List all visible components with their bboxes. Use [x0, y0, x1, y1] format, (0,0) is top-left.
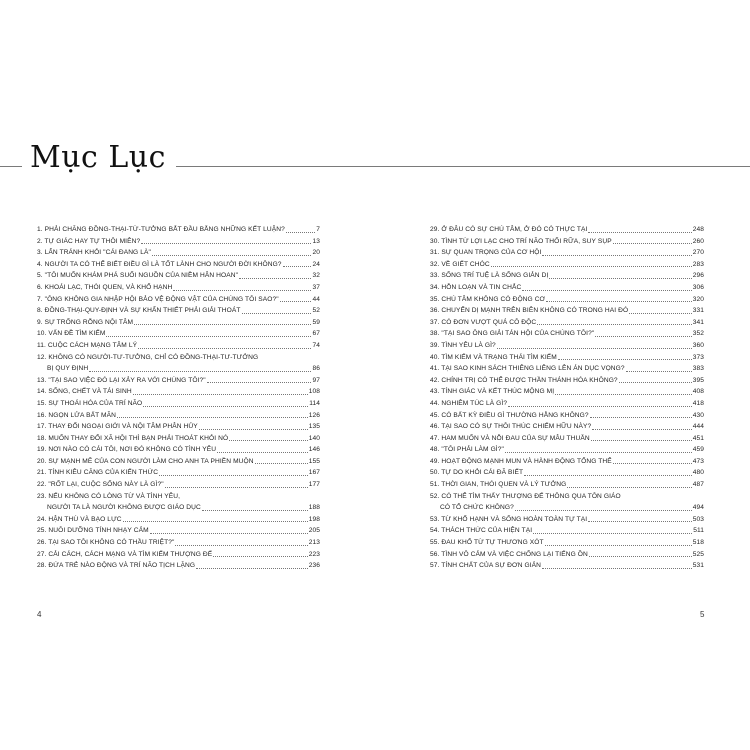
dot-leader	[117, 417, 308, 418]
toc-entry[interactable]	[37, 352, 320, 364]
toc-entry-title: 40. TÌM KIẾM VÀ TRẠNG THÁI TÌM KIẾM	[430, 353, 557, 361]
dot-leader	[542, 255, 691, 256]
dot-leader	[555, 394, 691, 395]
toc-entry-title: 20. SỰ MẠNH MẼ CỦA CON NGƯỜI LÀM CHO ANH TA PHIỀN MUỘN	[37, 457, 254, 465]
dot-leader	[134, 324, 311, 325]
toc-entry-title: 46. TẠI SAO CÓ SỰ THÔI THÚC CHIẾM HỮU NÀY?	[430, 423, 592, 431]
toc-entry-title: 26. TẠI SAO TÔI KHÔNG CÓ THẦU TRIỆT?"	[37, 539, 175, 547]
dot-leader	[89, 371, 311, 372]
toc-entry[interactable]	[37, 282, 320, 294]
toc-entry-title: 25. NUÔI DƯỠNG TÍNH NHẠY CẢM	[37, 527, 149, 535]
toc-entry-title: 38. "TẠI SAO ÔNG GIẢI TÁN HỘI CỦA CHÚNG TÔI?"	[430, 330, 595, 338]
dot-leader	[242, 313, 312, 314]
dot-leader	[497, 348, 692, 349]
toc-entry[interactable]	[430, 236, 704, 248]
toc-entry-page: 444	[692, 423, 704, 431]
dot-leader	[533, 533, 692, 534]
toc-entry-title: 51. THỜI GIAN, THÓI QUEN VÀ LÝ TƯỞNG	[430, 481, 567, 489]
toc-entry-page: 108	[308, 388, 320, 396]
dot-leader	[106, 336, 311, 337]
toc-entry-title: 3. LẨN TRÁNH KHỎI "CÁI ĐANG LÀ"	[37, 249, 151, 257]
toc-entry-page: 430	[692, 411, 704, 419]
dot-leader	[207, 382, 312, 383]
toc-entry[interactable]	[37, 467, 320, 479]
dot-leader	[123, 521, 308, 522]
toc-entry[interactable]	[430, 282, 704, 294]
dot-leader	[150, 533, 308, 534]
toc-entry[interactable]	[37, 317, 320, 329]
toc-entry[interactable]	[430, 386, 704, 398]
toc-entry-page: 451	[692, 434, 704, 442]
dot-leader	[199, 429, 308, 430]
toc-entry[interactable]	[37, 537, 320, 549]
toc-entry-page: 511	[693, 527, 704, 535]
toc-entry[interactable]	[37, 328, 320, 340]
page-number-left: 4	[37, 610, 42, 619]
dot-leader	[588, 521, 692, 522]
toc-entry-page: 20	[312, 249, 320, 257]
toc-entry[interactable]	[430, 433, 704, 445]
dot-leader	[229, 440, 307, 441]
dot-leader	[542, 568, 692, 569]
toc-entry[interactable]	[430, 467, 704, 479]
toc-entry-title: 21. TÍNH KIÊU CĂNG CỦA KIẾN THỨC	[37, 469, 159, 477]
toc-entry[interactable]	[37, 340, 320, 352]
toc-entry-page: 213	[308, 539, 320, 547]
toc-entry[interactable]	[430, 294, 704, 306]
toc-entry-title: CÓ TỔ CHỨC KHÔNG?	[440, 504, 514, 512]
toc-entry-title: 44. NGHIÊM TÚC LÀ GÌ?	[430, 399, 508, 407]
dot-leader	[515, 510, 692, 511]
toc-entry[interactable]	[37, 525, 320, 537]
page-title: Mục Lục	[22, 138, 176, 178]
toc-entry-title: 43. TÍNH GIÁC VÀ KẾT THÚC MỘNG MỊ	[430, 388, 555, 396]
toc-entry-page: 74	[312, 341, 320, 349]
dot-leader	[152, 255, 312, 256]
toc-entry-title: 37. CÓ ĐƠN VƯỢT QUÁ CÔ ĐỘC	[430, 318, 537, 326]
toc-entry-page: 418	[692, 399, 704, 407]
toc-column-right	[430, 224, 704, 572]
toc-entry-title: 29. Ở ĐÂU CÓ SỰ CHÚ TÂM, Ở ĐÓ CÓ THỰC TẠI	[430, 226, 588, 233]
dot-leader	[588, 232, 691, 233]
toc-entry-page: 135	[308, 423, 320, 431]
toc-entry-page: 32	[312, 272, 320, 280]
toc-entry-title: 31. SỰ QUAN TRỌNG CỦA CƠ HỘI	[430, 249, 542, 257]
toc-entry[interactable]	[37, 398, 320, 410]
toc-entry-title: 4. NGƯỜI TA CÓ THỂ BIẾT ĐIỀU GÌ LÀ TỐT LÀNH CHO NGƯỜI ĐỜI KHÔNG?	[37, 260, 282, 268]
dot-leader	[141, 243, 311, 244]
toc-entry-title: 54. THÁCH THỨC CỦA HIỆN TẠI	[430, 527, 533, 535]
toc-entry-page: 408	[692, 388, 704, 396]
toc-entry[interactable]	[37, 386, 320, 398]
toc-entry-title: BỊ QUY ĐỊNH	[47, 365, 89, 373]
dot-leader	[133, 394, 308, 395]
toc-entry[interactable]	[430, 537, 704, 549]
toc-entry-page: 7	[316, 226, 320, 233]
toc-entry-page: 37	[312, 283, 320, 291]
toc-entry-page: 155	[308, 457, 320, 465]
dot-leader	[283, 266, 312, 267]
toc-entry-page: 140	[308, 434, 320, 442]
toc-entry-page: 383	[692, 365, 704, 373]
toc-entry-page: 188	[308, 504, 320, 512]
toc-entry-page: 236	[308, 562, 320, 570]
toc-entry-title: 7. "ÔNG KHÔNG GIA NHẬP HỘI BẢO VỆ ĐỘNG VẬT CỦA CHÚNG TÔI SAO?"	[37, 295, 279, 303]
toc-entry-page: 97	[312, 376, 320, 384]
toc-entry[interactable]	[430, 328, 704, 340]
toc-entry[interactable]	[430, 259, 704, 271]
toc-entry[interactable]	[430, 352, 704, 364]
toc-entry-title: 39. TÌNH YÊU LÀ GÌ?	[430, 341, 496, 349]
toc-entry-page: 494	[692, 504, 704, 512]
toc-entry-title: 8. ĐỒNG-THẠI-QUY-ĐỊNH VÀ SỰ KHẨN THIẾT PHẢI GIẢI THOÁT	[37, 307, 241, 315]
dot-leader	[549, 278, 691, 279]
dot-leader	[626, 371, 692, 372]
dot-leader	[138, 348, 311, 349]
toc-entry-page: 52	[312, 307, 320, 315]
toc-entry[interactable]	[430, 525, 704, 537]
toc-entry-page: 126	[308, 411, 320, 419]
dot-leader	[591, 440, 692, 441]
toc-entry-title: 19. NƠI NÀO CÓ CÁI TÔI, NƠI ĐÓ KHÔNG CÓ TÌNH YÊU	[37, 446, 217, 454]
dot-leader	[629, 313, 691, 314]
toc-entry-title: 24. HẬN THÙ VÀ BẠO LỰC	[37, 515, 122, 523]
toc-entry[interactable]	[430, 363, 704, 375]
toc-entry[interactable]	[37, 560, 320, 572]
dot-leader	[173, 290, 311, 291]
toc-entry-title: 32. VỀ GIẾT CHÓC	[430, 260, 490, 268]
toc-entry-page: 395	[692, 376, 704, 384]
toc-entry-title: 48. "TÔI PHẢI LÀM GÌ?"	[430, 446, 504, 454]
toc-entry[interactable]	[430, 444, 704, 456]
toc-entry-page: 248	[692, 226, 704, 233]
toc-entry-title: 12. KHÔNG CÓ NGƯỜI-TƯ-TƯỞNG, CHỈ CÓ ĐỒNG-THẠI-TƯ-TƯỞNG	[37, 353, 259, 361]
dot-leader	[567, 487, 691, 488]
toc-entry-page: 473	[692, 457, 704, 465]
toc-entry-page: 177	[308, 481, 320, 489]
dot-leader	[286, 232, 315, 233]
dot-leader	[491, 266, 692, 267]
toc-entry-page: 205	[308, 527, 320, 535]
toc-entry[interactable]	[430, 560, 704, 572]
dot-leader	[619, 382, 692, 383]
dot-leader	[159, 475, 308, 476]
toc-entry-page: 518	[692, 539, 704, 547]
dot-leader	[524, 475, 692, 476]
toc-entry-title: 28. ĐỨA TRẺ NÀO ĐỘNG VÀ TRÍ NÃO TỊCH LẶNG	[37, 562, 196, 570]
dot-leader	[590, 417, 692, 418]
toc-entry[interactable]	[430, 398, 704, 410]
toc-entry-title: 42. CHÍNH TRỊ CÓ THỂ ĐƯỢC THẦN THÁNH HÓA KHÔNG?	[430, 376, 618, 384]
toc-entry-page: 59	[312, 318, 320, 326]
toc-entry-title: 57. TÍNH CHẤT CỦA SỰ ĐƠN GIẢN	[430, 562, 542, 570]
toc-entry-title: 33. SỐNG TRÍ TUỆ LÀ SỐNG GIẢN DỊ	[430, 272, 549, 280]
toc-entry-page: 86	[312, 365, 320, 373]
toc-entry[interactable]	[37, 294, 320, 306]
toc-entry-page: 198	[308, 515, 320, 523]
toc-entry-title: 5. "TÔI MUỐN KHÁM PHÁ SUỐI NGUỒN CỦA NIỀM HÂN HOAN"	[37, 272, 239, 280]
toc-entry-title: 53. TỪ KHỔ HẠNH VÀ SỐNG HOÀN TOÀN TỰ TẠI	[430, 515, 588, 523]
dot-leader	[522, 290, 691, 291]
toc-entry-title: 17. THAY ĐỔI NGOẠI GIỚI VÀ NỘI TÂM PHÂN HỦY	[37, 423, 198, 431]
dot-leader	[196, 568, 308, 569]
toc-entry-title: 27. CẢI CÁCH, CÁCH MẠNG VÀ TÌM KIẾM THƯỢNG ĐẾ	[37, 550, 213, 558]
toc-entry-title: NGƯỜI TA LÀ NGƯỜI KHÔNG ĐƯỢC GIÁO DỤC	[47, 504, 201, 512]
toc-entry-title: 30. TÌNH TỪ LỢI LẠC CHO TRÍ NÃO THỐI RỮA, SUY SỤP	[430, 237, 612, 245]
toc-entry-page: 167	[308, 469, 320, 477]
toc-entry[interactable]	[430, 514, 704, 526]
toc-entry-title: 56. TÌNH VÔ CẢM VÀ VIỆC CHỐNG LẠI TIẾNG ỒN	[430, 550, 588, 558]
toc-entry-title: 11. CUỘC CÁCH MẠNG TÂM LÝ	[37, 341, 138, 349]
toc-entry[interactable]	[37, 247, 320, 259]
toc-entry[interactable]	[430, 502, 704, 514]
toc-entry[interactable]	[430, 456, 704, 468]
toc-entry-title: 41. TẠI SAO KINH SÁCH THIÊNG LIÊNG LÊN ÁN DỤC VỌNG?	[430, 365, 625, 373]
toc-entry[interactable]	[430, 491, 704, 503]
toc-entry-title: 36. CHUYỂN DỊ MẠNH TRÊN BIÊN KHÔNG CÓ TRONG HAI ĐÓ	[430, 307, 629, 315]
dot-leader	[280, 301, 312, 302]
toc-entry[interactable]	[37, 363, 320, 375]
dot-leader	[613, 463, 692, 464]
dot-leader	[508, 406, 692, 407]
toc-entry-page: 146	[308, 446, 320, 454]
toc-entry[interactable]	[430, 317, 704, 329]
dot-leader	[202, 510, 308, 511]
toc-entry[interactable]	[37, 433, 320, 445]
dot-leader	[255, 463, 308, 464]
toc-entry[interactable]	[430, 410, 704, 422]
toc-entry-page: 283	[692, 260, 704, 268]
toc-entry-title: 10. VẤN ĐỀ TÌM KIẾM	[37, 330, 106, 338]
toc-entry-page: 306	[692, 283, 704, 291]
toc-entry-title: 55. ĐAU KHỔ TỪ TỰ THƯƠNG XÓT	[430, 539, 544, 547]
toc-entry-page: 13	[312, 237, 320, 245]
dot-leader	[213, 556, 307, 557]
toc-entry-page: 341	[692, 318, 704, 326]
toc-entry-page: 114	[309, 399, 320, 407]
dot-leader	[537, 324, 691, 325]
toc-entry[interactable]	[430, 549, 704, 561]
toc-entry-page: 44	[312, 295, 320, 303]
toc-entry-page: 531	[692, 562, 704, 570]
toc-entry-page: 320	[692, 295, 704, 303]
toc-entry-page: 360	[692, 341, 704, 349]
toc-entry[interactable]	[37, 236, 320, 248]
toc-entry[interactable]	[37, 491, 320, 503]
toc-entry[interactable]	[37, 375, 320, 387]
toc-entry-title: 23. NẾU KHÔNG CÓ LÒNG TỪ VÀ TÌNH YÊU,	[37, 492, 181, 500]
dot-leader	[505, 452, 692, 453]
toc-entry-page: 503	[692, 515, 704, 523]
dot-leader	[589, 556, 692, 557]
toc-entry[interactable]	[37, 270, 320, 282]
dot-leader	[558, 359, 692, 360]
toc-entry-title: 15. SỰ THOÁI HÓA CỦA TRÍ NÃO	[37, 399, 143, 407]
toc-entry[interactable]	[37, 410, 320, 422]
toc-entry[interactable]	[430, 375, 704, 387]
toc-entry-title: 9. SỰ TRỐNG RỖNG NỘI TÂM	[37, 318, 134, 326]
toc-entry[interactable]	[37, 259, 320, 271]
toc-entry-title: 35. CHÚ TÂM KHÔNG CÓ ĐỘNG CƠ	[430, 295, 546, 303]
toc-entry-title: 49. HOẠT ĐỘNG MẠNH MUN VÀ HÀNH ĐỘNG TỔNG THỂ	[430, 457, 612, 465]
toc-entry[interactable]	[430, 421, 704, 433]
toc-entry[interactable]	[430, 247, 704, 259]
toc-entry[interactable]	[37, 502, 320, 514]
toc-entry[interactable]	[37, 514, 320, 526]
toc-entry[interactable]	[37, 224, 320, 236]
toc-entry-title: 50. TỰ DO KHỎI CÁI ĐÃ BIẾT	[430, 469, 524, 477]
toc-entry[interactable]	[37, 456, 320, 468]
toc-entry[interactable]	[37, 479, 320, 491]
toc-entry-page: 480	[692, 469, 704, 477]
toc-entry-page: 24	[312, 260, 320, 268]
toc-entry-page: 487	[692, 481, 704, 489]
page-number-right: 5	[700, 610, 705, 619]
toc-entry-title: 14. SỐNG, CHẾT VÀ TÁI SINH	[37, 388, 132, 396]
toc-entry-title: 45. CÓ BẤT KỲ ĐIỀU GÌ THƯỜNG HẰNG KHÔNG?	[430, 411, 589, 419]
toc-column-left	[37, 224, 320, 572]
toc-entry[interactable]	[430, 305, 704, 317]
toc-entry-title: 6. KHOÁI LẠC, THÓI QUEN, VÀ KHỔ HẠNH	[37, 283, 173, 291]
toc-entry-page: 67	[312, 330, 320, 338]
dot-leader	[546, 301, 691, 302]
toc-entry-page: 223	[308, 550, 320, 558]
toc-entry-page: 373	[692, 353, 704, 361]
toc-entry-page: 331	[692, 307, 704, 315]
dot-leader	[613, 243, 692, 244]
toc-entry-title: 18. MUỐN THAY ĐỔI XÃ HỘI THÌ BẠN PHẢI THOÁT KHỎI NÓ	[37, 434, 229, 442]
dot-leader	[143, 406, 308, 407]
toc-entry[interactable]	[37, 305, 320, 317]
toc-entry[interactable]	[430, 340, 704, 352]
toc-entry[interactable]	[37, 421, 320, 433]
toc-entry-title: 47. HAM MUỐN VÀ NỖI ĐAU CỦA SỰ MÂU THUẪN	[430, 434, 590, 442]
toc-entry[interactable]	[430, 479, 704, 491]
toc-entry-page: 459	[692, 446, 704, 454]
toc-entry-title: 13. "TẠI SAO VIỆC ĐÓ LẠI XẢY RA VỚI CHÚNG TÔI?"	[37, 376, 206, 384]
dot-leader	[217, 452, 308, 453]
dot-leader	[545, 545, 692, 546]
dot-leader	[239, 278, 311, 279]
toc-entry-title: 22. "RỐT LẠI, CUỘC SỐNG NÀY LÀ GÌ?"	[37, 481, 164, 489]
toc-entry[interactable]	[37, 549, 320, 561]
toc-entry-title: 2. TỰ GIÁC HAY TỰ THÔI MIÊN?	[37, 237, 141, 245]
toc-entry-page: 296	[692, 272, 704, 280]
toc-entry-page: 260	[692, 237, 704, 245]
dot-leader	[595, 336, 691, 337]
dot-leader	[165, 487, 308, 488]
toc-entry-page: 352	[692, 330, 704, 338]
dot-leader	[592, 429, 691, 430]
toc-entry-page: 525	[692, 550, 704, 558]
toc-entry-page: 270	[692, 249, 704, 257]
toc-entry-title: 34. HỖN LOẠN VÀ TIN CHẮC	[430, 283, 522, 291]
toc-entry[interactable]	[37, 444, 320, 456]
toc-entry[interactable]	[430, 270, 704, 282]
toc-entry-title: 1. PHẢI CHĂNG ĐỒNG-THẠI-TỪ-TƯỞNG BẮT ĐẦU BẰNG NHỮNG KẾT LUẬN?	[37, 226, 285, 233]
toc-entry-title: 16. NGỌN LỬA BẤT MÃN	[37, 411, 116, 419]
toc-entry-title: 52. CÓ THỂ TÌM THẤY THƯỢNG ĐẾ THÔNG QUA TÔN GIÁO	[430, 492, 621, 500]
toc-entry[interactable]	[430, 224, 704, 236]
dot-leader	[175, 545, 307, 546]
